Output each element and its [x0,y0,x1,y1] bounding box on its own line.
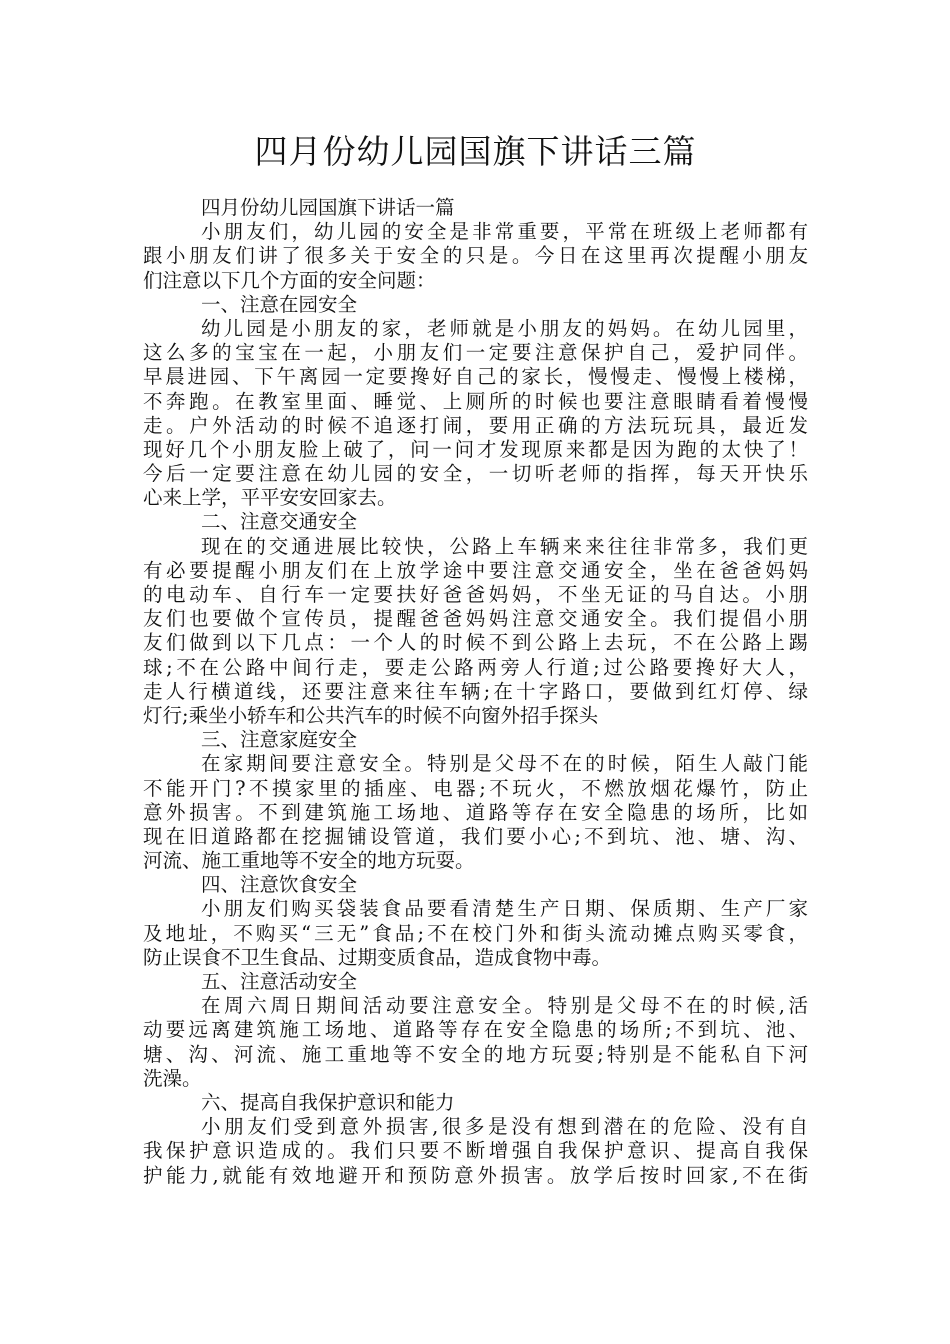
paragraph-line: 灯行;乘坐小轿车和公共汽车的时候不向窗外招手探头 [143,703,599,727]
section-heading: 五、注意活动安全 [201,970,358,993]
document-title: 四月份幼儿园国旗下讲话三篇 [254,132,697,171]
section-heading: 三、注意家庭安全 [201,728,358,752]
paragraph-line: 走。户外活动的时候不追逐打闹，要用正确的方法玩玩具，最近发 [143,413,808,437]
paragraph-line: 动要远离建筑施工场地、道路等存在安全隐患的场所;不到坑、池、 [143,1018,808,1042]
paragraph-line: 小朋友们，幼儿园的安全是非常重要，平常在班级上老师都有 [201,220,808,244]
paragraph-line: 小朋友们受到意外损害,很多是没有想到潜在的危险、没有自 [201,1115,808,1139]
paragraph-line: 今后一定要注意在幼儿园的安全，一切听老师的指挥，每天开快乐 [143,462,808,486]
paragraph-line: 河流、施工重地等不安全的地方玩耍。 [143,849,475,873]
section-heading: 二、注意交通安全 [201,510,358,534]
paragraph-line: 现在旧道路都在挖掘铺设管道，我们要小心;不到坑、池、塘、沟、 [143,824,808,848]
paragraph-line: 友们也要做个宣传员，提醒爸爸妈妈注意交通安全。我们提倡小朋 [143,607,808,631]
section-heading: 一、注意在园安全 [201,292,358,316]
paragraph-line: 的电动车、自行车一定要扶好爸爸妈妈，不坐无证的马自达。小朋 [143,583,808,606]
paragraph-line: 在周六周日期间活动要注意安全。特别是父母不在的时候,活 [201,994,808,1018]
paragraph-line: 有必要提醒小朋友们在上放学途中要注意交通安全，坐在爸爸妈妈 [143,558,808,582]
paragraph-line: 我保护意识造成的。我们只要不断增强自我保护意识、提高自我保 [143,1139,808,1163]
paragraph-line: 心来上学，平平安安回家去。 [143,486,397,510]
paragraph-line: 防止误食不卫生食品、过期变质食品，造成食物中毒。 [143,945,612,969]
paragraph-line: 小朋友们购买袋装食品要看清楚生产日期、保质期、生产厂家 [201,897,808,921]
paragraph-line: 护能力,就能有效地避开和预防意外损害。放学后按时回家,不在街 [143,1163,808,1187]
paragraph-line: 友们做到以下几点：一个人的时候不到公路上去玩，不在公路上踢 [143,631,808,655]
paragraph-line: 在家期间要注意安全。特别是父母不在的时候，陌生人敲门能 [201,752,808,776]
paragraph-line: 跟小朋友们讲了很多关于安全的只是。今日在这里再次提醒小朋友 [143,244,808,268]
paragraph-line: 走人行横道线，还要注意来往车辆;在十字路口，要做到红灯停、绿 [143,679,808,703]
section-heading: 四、注意饮食安全 [201,873,358,897]
paragraph-line: 洗澡。 [143,1066,202,1090]
document-body [143,196,808,1188]
paragraph-line: 及地址，不购买“三无”食品;不在校门外和街头流动摊点购买零食， [143,921,808,945]
paragraph-line: 塘、沟、河流、施工重地等不安全的地方玩耍;特别是不能私自下河 [143,1042,808,1066]
section-heading: 六、提高自我保护意识和能力 [201,1090,455,1114]
paragraph-line: 早晨进园、下午离园一定要搀好自己的家长，慢慢走、慢慢上楼梯， [143,365,808,389]
paragraph-line: 不奔跑。在教室里面、睡觉、上厕所的时候也要注意眼睛看着慢慢 [143,389,808,413]
paragraph-line: 意外损害。不到建筑施工场地、道路等存在安全隐患的场所，比如 [143,800,808,824]
paragraph-line: 现在的交通进展比较快，公路上车辆来来往往非常多，我们更 [201,534,808,558]
paragraph-line: 们注意以下几个方面的安全问题： [143,268,436,292]
paragraph-line: 幼儿园是小朋友的家，老师就是小朋友的妈妈。在幼儿园里， [201,316,808,340]
paragraph-line: 不能开门?不摸家里的插座、电器;不玩火，不燃放烟花爆竹，防止 [143,776,808,800]
document-page [143,0,808,1344]
paragraph-line: 这么多的宝宝在一起，小朋友们一定要注意保护自己，爱护同伴。 [143,341,808,365]
paragraph-line: 球;不在公路中间行走，要走公路两旁人行道;过公路要搀好大人， [143,655,808,679]
section-heading: 四月份幼儿园国旗下讲话一篇 [201,196,455,219]
paragraph-line: 现好几个小朋友脸上破了，问一问才发现原来都是因为跑的太快了！ [143,437,808,461]
